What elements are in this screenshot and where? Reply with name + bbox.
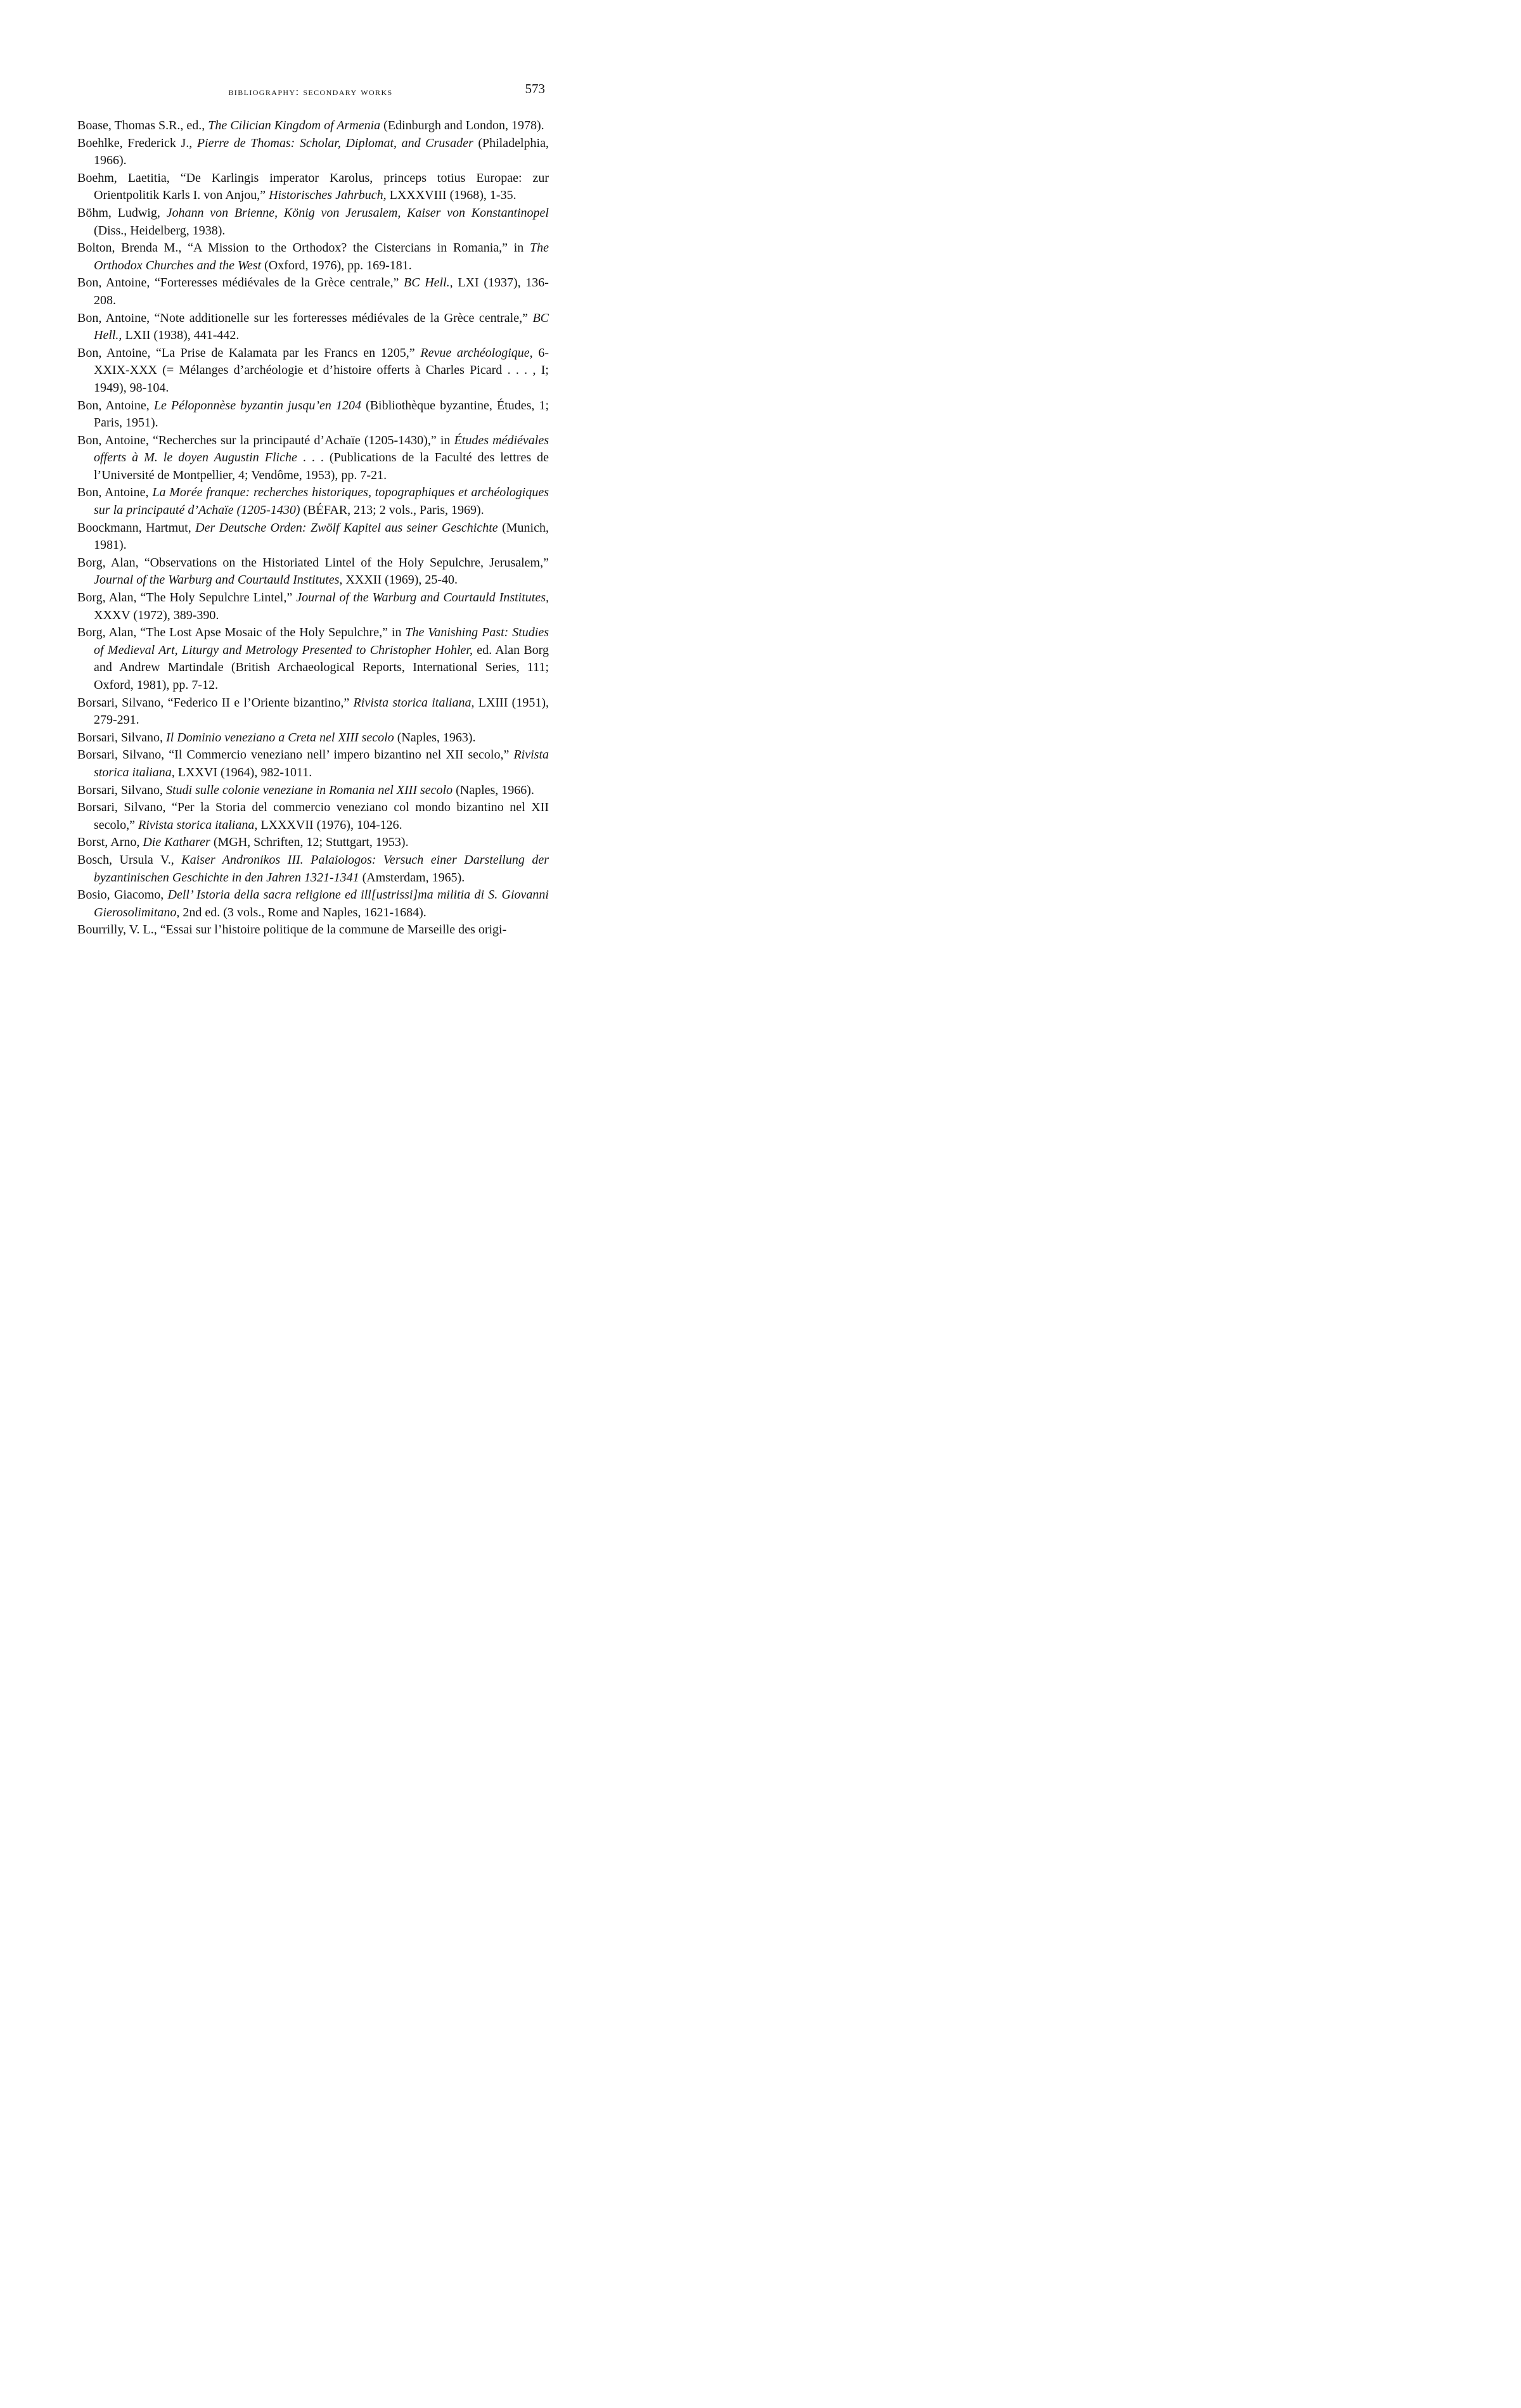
entry-text: Borsari, Silvano, “Il Commercio veneziano nell’ impero bizantino nel XII secolo,” bbox=[77, 748, 514, 762]
entry-title-italic: Kaiser Andronikos III. Palaiologos: Versuch einer Darstellung der byzantinischen Geschichte in den Jahren 1321-1341 bbox=[94, 852, 549, 885]
entry-text: LXII (1938), 441-442. bbox=[122, 328, 240, 343]
entry-title-italic: Journal of the Warburg and Courtauld Institutes, bbox=[94, 573, 343, 587]
entry-title-italic: Rivista storica italiana, bbox=[94, 748, 549, 779]
entry-text: 2nd ed. (3 vols., Rome and Naples, 1621-1684). bbox=[179, 905, 427, 919]
bibliography-entry bbox=[77, 746, 549, 781]
bibliography-entry bbox=[77, 589, 549, 624]
entry-title-italic: Études médiévales offerts à M. le doyen Augustin Fliche bbox=[94, 433, 549, 465]
page-header bbox=[76, 81, 545, 104]
bibliography-list bbox=[77, 117, 549, 939]
entry-text: Borg, Alan, “The Holy Sepulchre Lintel,” bbox=[77, 591, 297, 605]
entry-text: Borst, Arno, bbox=[77, 835, 143, 850]
entry-text: Bon, Antoine, “Recherches sur la principauté d’Achaïe (1205-1430),” in bbox=[77, 433, 454, 447]
bibliography-entry bbox=[77, 887, 549, 921]
entry-text: (Bibliothèque byzantine, Études, 1; Paris, 1951). bbox=[94, 398, 549, 430]
entry-text: Bon, Antoine, “Note additionelle sur les forteresses médiévales de la Grèce centrale,” bbox=[77, 311, 533, 325]
entry-text: XXXII (1969), 25-40. bbox=[342, 573, 458, 587]
entry-text: Bolton, Brenda M., “A Mission to the Orthodox? the Cistercians in Romania,” in bbox=[77, 241, 530, 255]
entry-text: (Amsterdam, 1965). bbox=[359, 870, 465, 885]
entry-text: (Diss., Heidelberg, 1938). bbox=[94, 223, 226, 238]
running-head: bibliography: secondary works bbox=[228, 86, 393, 98]
entry-text: Boase, Thomas S.R., ed., bbox=[77, 118, 209, 132]
bibliography-entry bbox=[77, 432, 549, 485]
entry-title-italic: BC Hell., bbox=[404, 276, 453, 290]
entry-title-italic: Il Dominio veneziano a Creta nel XIII secolo bbox=[166, 730, 394, 745]
entry-text: Bon, Antoine, “Forteresses médiévales de la Grèce centrale,” bbox=[77, 276, 404, 290]
bibliography-entry bbox=[77, 554, 549, 589]
entry-text: Bon, Antoine, bbox=[77, 485, 153, 500]
bibliography-entry bbox=[77, 240, 549, 274]
bibliography-entry bbox=[77, 695, 549, 729]
entry-text: LXIII (1951), 279-291. bbox=[94, 695, 549, 727]
bibliography-entry bbox=[77, 117, 549, 135]
book-page bbox=[0, 0, 624, 987]
entry-title-italic: Die Katharer bbox=[143, 835, 210, 850]
entry-title-italic: La Morée franque: recherches historiques, topographiques et archéologiques sur la principauté d’Achaïe (1205-1430) bbox=[94, 485, 549, 518]
bibliography-entry bbox=[77, 205, 549, 240]
entry-title-italic: Rivista storica italiana, bbox=[353, 695, 475, 710]
entry-text: Bon, Antoine, “La Prise de Kalamata par les Francs en 1205,” bbox=[77, 345, 421, 360]
entry-title-italic: BC Hell., bbox=[94, 311, 549, 343]
page-number: 573 bbox=[525, 81, 545, 96]
entry-text: LXXXVIII (1968), 1-35. bbox=[386, 188, 517, 203]
entry-text: Böhm, Ludwig, bbox=[77, 205, 167, 220]
entry-text: LXI (1937), 136-208. bbox=[94, 276, 549, 307]
entry-text: 6-XXIX-XXX (= Mélanges d’archéologie et d’histoire offerts à Charles Picard . . . , I; 1949), 98-104. bbox=[94, 345, 549, 395]
entry-title-italic: Studi sulle colonie veneziane in Romania nel XIII secolo bbox=[166, 783, 453, 797]
entry-text: ed. Alan Borg and Andrew Martindale (British Archaeological Reports, International Series, 111; Oxford, 1981), pp. 7-12. bbox=[94, 643, 549, 692]
bibliography-entry bbox=[77, 520, 549, 554]
entry-title-italic: Der Deutsche Orden: Zwölf Kapitel aus seiner Geschichte bbox=[195, 520, 498, 535]
entry-text: (Naples, 1966). bbox=[452, 783, 534, 797]
entry-title-italic: Le Péloponnèse byzantin jusqu’en 1204 bbox=[153, 398, 361, 413]
bibliography-entry bbox=[77, 274, 549, 309]
entry-text: Borg, Alan, “Observations on the Historiated Lintel of the Holy Sepulchre, Jerusalem,” bbox=[77, 555, 549, 570]
entry-text: Borg, Alan, “The Lost Apse Mosaic of the Holy Sepulchre,” in bbox=[77, 625, 406, 640]
entry-title-italic: Revue archéologique, bbox=[420, 345, 533, 360]
entry-text: Borsari, Silvano, bbox=[77, 730, 166, 745]
entry-title-italic: Journal of the Warburg and Courtauld Institutes, bbox=[296, 591, 549, 605]
bibliography-entry bbox=[77, 729, 549, 747]
entry-text: Borsari, Silvano, “Federico II e l’Oriente bizantino,” bbox=[77, 695, 354, 710]
entry-title-italic: Historisches Jahrbuch, bbox=[269, 188, 387, 203]
bibliography-entry bbox=[77, 799, 549, 834]
bibliography-entry bbox=[77, 782, 549, 800]
bibliography-entry bbox=[77, 852, 549, 887]
entry-title-italic: The Vanishing Past: Studies of Medieval Art, Liturgy and Metrology Presented to Christopher Hohler, bbox=[94, 625, 549, 657]
bibliography-entry bbox=[77, 624, 549, 694]
bibliography-entry bbox=[77, 345, 549, 397]
entry-text: (Munich, 1981). bbox=[94, 520, 549, 553]
entry-text: Borsari, Silvano, “Per la Storia del commercio veneziano col mondo bizantino nel XII secolo,” bbox=[77, 800, 549, 832]
entry-text: XXXV (1972), 389-390. bbox=[94, 608, 219, 622]
bibliography-entry bbox=[77, 397, 549, 432]
entry-text: (Philadelphia, 1966). bbox=[94, 136, 549, 168]
entry-text: (Oxford, 1976), pp. 169-181. bbox=[261, 258, 412, 272]
entry-text: Boockmann, Hartmut, bbox=[77, 520, 196, 535]
entry-text: (Edinburgh and London, 1978). bbox=[380, 118, 544, 132]
bibliography-entry bbox=[77, 170, 549, 205]
bibliography-entry bbox=[77, 484, 549, 519]
entry-text: LXXVI (1964), 982-1011. bbox=[174, 765, 312, 779]
entry-text: Boehlke, Frederick J., bbox=[77, 136, 197, 150]
entry-title-italic: The Orthodox Churches and the West bbox=[94, 241, 549, 272]
entry-text: Bon, Antoine, bbox=[77, 398, 154, 413]
entry-text: LXXXVII (1976), 104-126. bbox=[257, 817, 402, 832]
entry-title-italic: Rivista storica italiana, bbox=[138, 817, 258, 832]
bibliography-entry bbox=[77, 834, 549, 852]
bibliography-entry bbox=[77, 921, 549, 939]
entry-text: Borsari, Silvano, bbox=[77, 783, 166, 797]
entry-title-italic: The Cilician Kingdom of Armenia bbox=[208, 118, 381, 132]
entry-text: Boehm, Laetitia, “De Karlingis imperator Karolus, princeps totius Europae: zur Orientpolitik Karls I. von Anjou,” bbox=[77, 170, 549, 203]
entry-text: Bosch, Ursula V., bbox=[77, 852, 182, 867]
entry-text: (MGH, Schriften, 12; Stuttgart, 1953). bbox=[210, 835, 409, 850]
entry-text: Bourrilly, V. L., “Essai sur l’histoire politique de la commune de Marseille des origi- bbox=[77, 923, 507, 937]
entry-title-italic: Dell’ Istoria della sacra religione ed ill[ustrissi]ma militia di S. Giovanni Gierosolimitano, bbox=[94, 888, 549, 919]
entry-title-italic: Pierre de Thomas: Scholar, Diplomat, and Crusader bbox=[196, 136, 473, 150]
bibliography-entry bbox=[77, 310, 549, 345]
bibliography-entry bbox=[77, 135, 549, 170]
entry-title-italic: Johann von Brienne, König von Jerusalem, Kaiser von Konstantinopel bbox=[166, 205, 549, 220]
entry-text: Bosio, Giacomo, bbox=[77, 888, 168, 902]
entry-text: (Naples, 1963). bbox=[394, 730, 476, 745]
entry-text: (BÉFAR, 213; 2 vols., Paris, 1969). bbox=[300, 503, 484, 518]
entry-text: . . . (Publications de la Faculté des lettres de l’Université de Montpellier, 4; Vendôme, 1953), pp. 7-21. bbox=[94, 451, 549, 482]
